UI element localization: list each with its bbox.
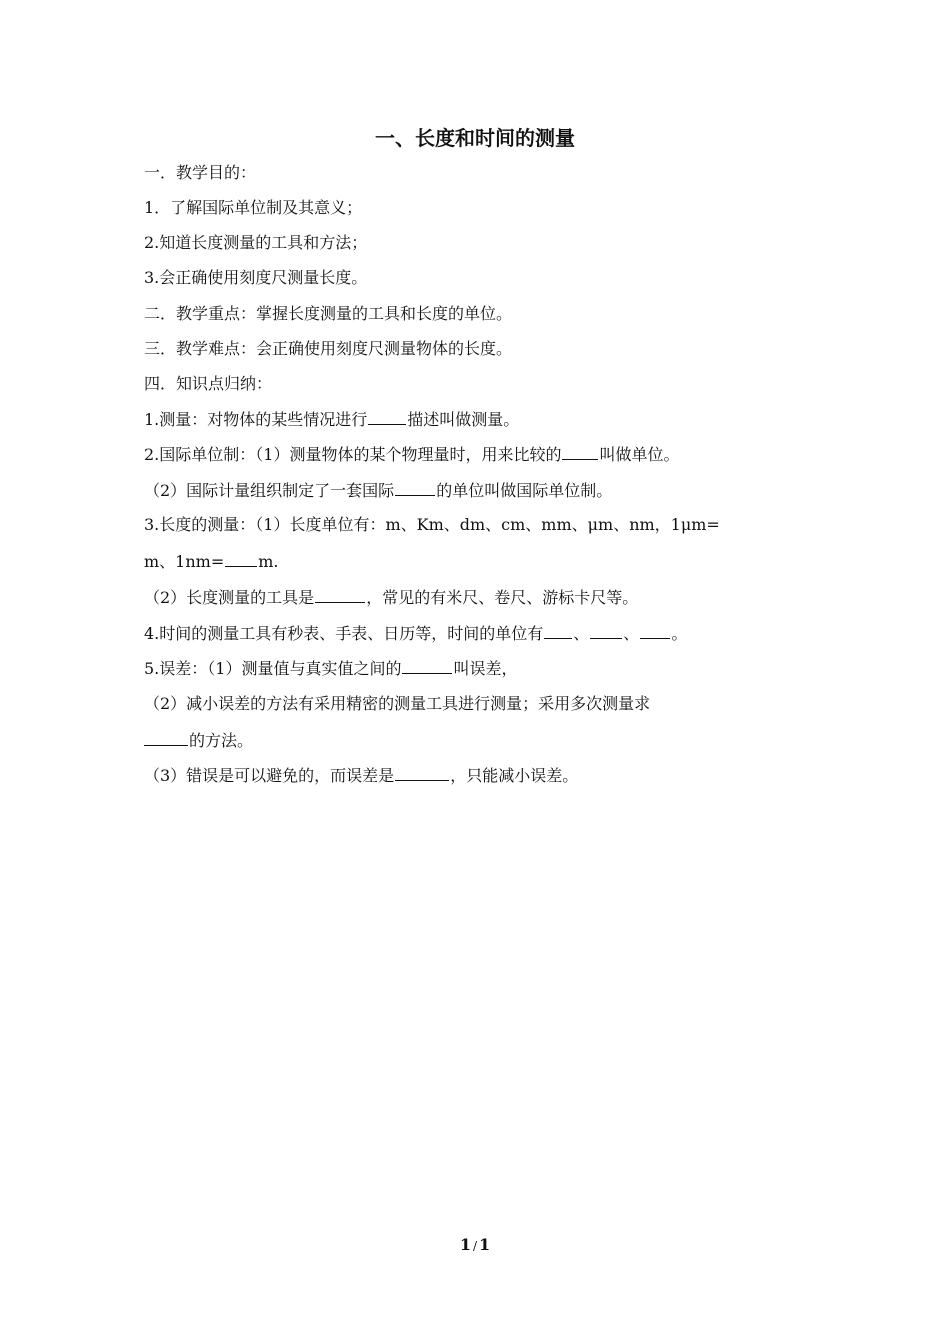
difficult-points: 三．教学难点：会正确使用刻度尺测量物体的长度。 <box>144 339 513 358</box>
text: （2）长度测量的工具是 <box>144 588 315 607</box>
fill-blank <box>590 622 622 639</box>
fill-blank <box>368 408 406 425</box>
knowledge-item-4 <box>144 622 687 645</box>
fill-blank <box>315 586 365 603</box>
text: ，只能减小误差。 <box>450 766 579 785</box>
total-pages: 1 <box>479 1235 491 1254</box>
knowledge-item-5-3 <box>144 764 578 787</box>
fill-blank <box>395 764 449 781</box>
text: 的单位叫做国际单位制。 <box>436 481 613 500</box>
fill-blank <box>395 479 435 496</box>
text: （3）错误是可以避免的，而误差是 <box>144 766 395 785</box>
knowledge-item-2-2 <box>144 479 612 502</box>
text: 。 <box>671 624 688 643</box>
objective-2: 2.知道长度测量的工具和方法； <box>144 233 368 252</box>
text: 1.测量：对物体的某些情况进行 <box>144 410 368 429</box>
knowledge-item-5-2: （2）减小误差的方法有采用精密的测量工具进行测量；采用多次测量求 <box>144 694 651 713</box>
knowledge-item-2 <box>144 443 679 466</box>
text: 叫误差， <box>453 659 518 678</box>
section-heading-knowledge: 四．知识点归纳： <box>144 374 273 393</box>
text: ，常见的有米尺、卷尺、游标卡尺等。 <box>366 588 639 607</box>
text: （2）国际计量组织制定了一套国际 <box>144 481 395 500</box>
text: 、 <box>573 624 590 643</box>
text: 2.国际单位制：（1）测量物体的某个物理量时，用来比较的 <box>144 445 562 464</box>
objective-1: 1．了解国际单位制及其意义； <box>144 198 363 217</box>
text: 的方法。 <box>189 731 254 750</box>
text: 描述叫做测量。 <box>407 410 520 429</box>
text: m、1nm= <box>144 552 225 571</box>
fill-blank <box>640 622 670 639</box>
page-number <box>0 1235 950 1256</box>
current-page: 1 <box>459 1235 471 1254</box>
knowledge-item-3: 3.长度的测量：（1）长度单位有：m、Km、dm、cm、mm、μm、nm，1μm= <box>144 515 720 534</box>
text: 5.误差：（1）测量值与真实值之间的 <box>144 659 402 678</box>
knowledge-item-5-2-cont <box>144 729 253 752</box>
key-points: 二．教学重点：掌握长度测量的工具和长度的单位。 <box>144 304 513 323</box>
fill-blank <box>144 729 188 746</box>
text: m. <box>258 552 279 571</box>
knowledge-item-1 <box>144 408 519 431</box>
objective-3: 3.会正确使用刻度尺测量长度。 <box>144 268 368 287</box>
section-heading-objectives: 一．教学目的： <box>144 163 257 182</box>
page-separator: / <box>472 1239 478 1253</box>
fill-blank <box>544 622 572 639</box>
knowledge-item-3-cont <box>144 550 279 573</box>
text: 4.时间的测量工具有秒表、手表、日历等，时间的单位有 <box>144 624 544 643</box>
fill-blank <box>402 657 452 674</box>
knowledge-item-5 <box>144 657 517 680</box>
page-title: 一、长度和时间的测量 <box>375 126 575 150</box>
text: 叫做单位。 <box>599 445 680 464</box>
text: 、 <box>623 624 640 643</box>
fill-blank <box>225 550 257 567</box>
knowledge-item-3-2 <box>144 586 638 609</box>
fill-blank <box>562 443 598 460</box>
